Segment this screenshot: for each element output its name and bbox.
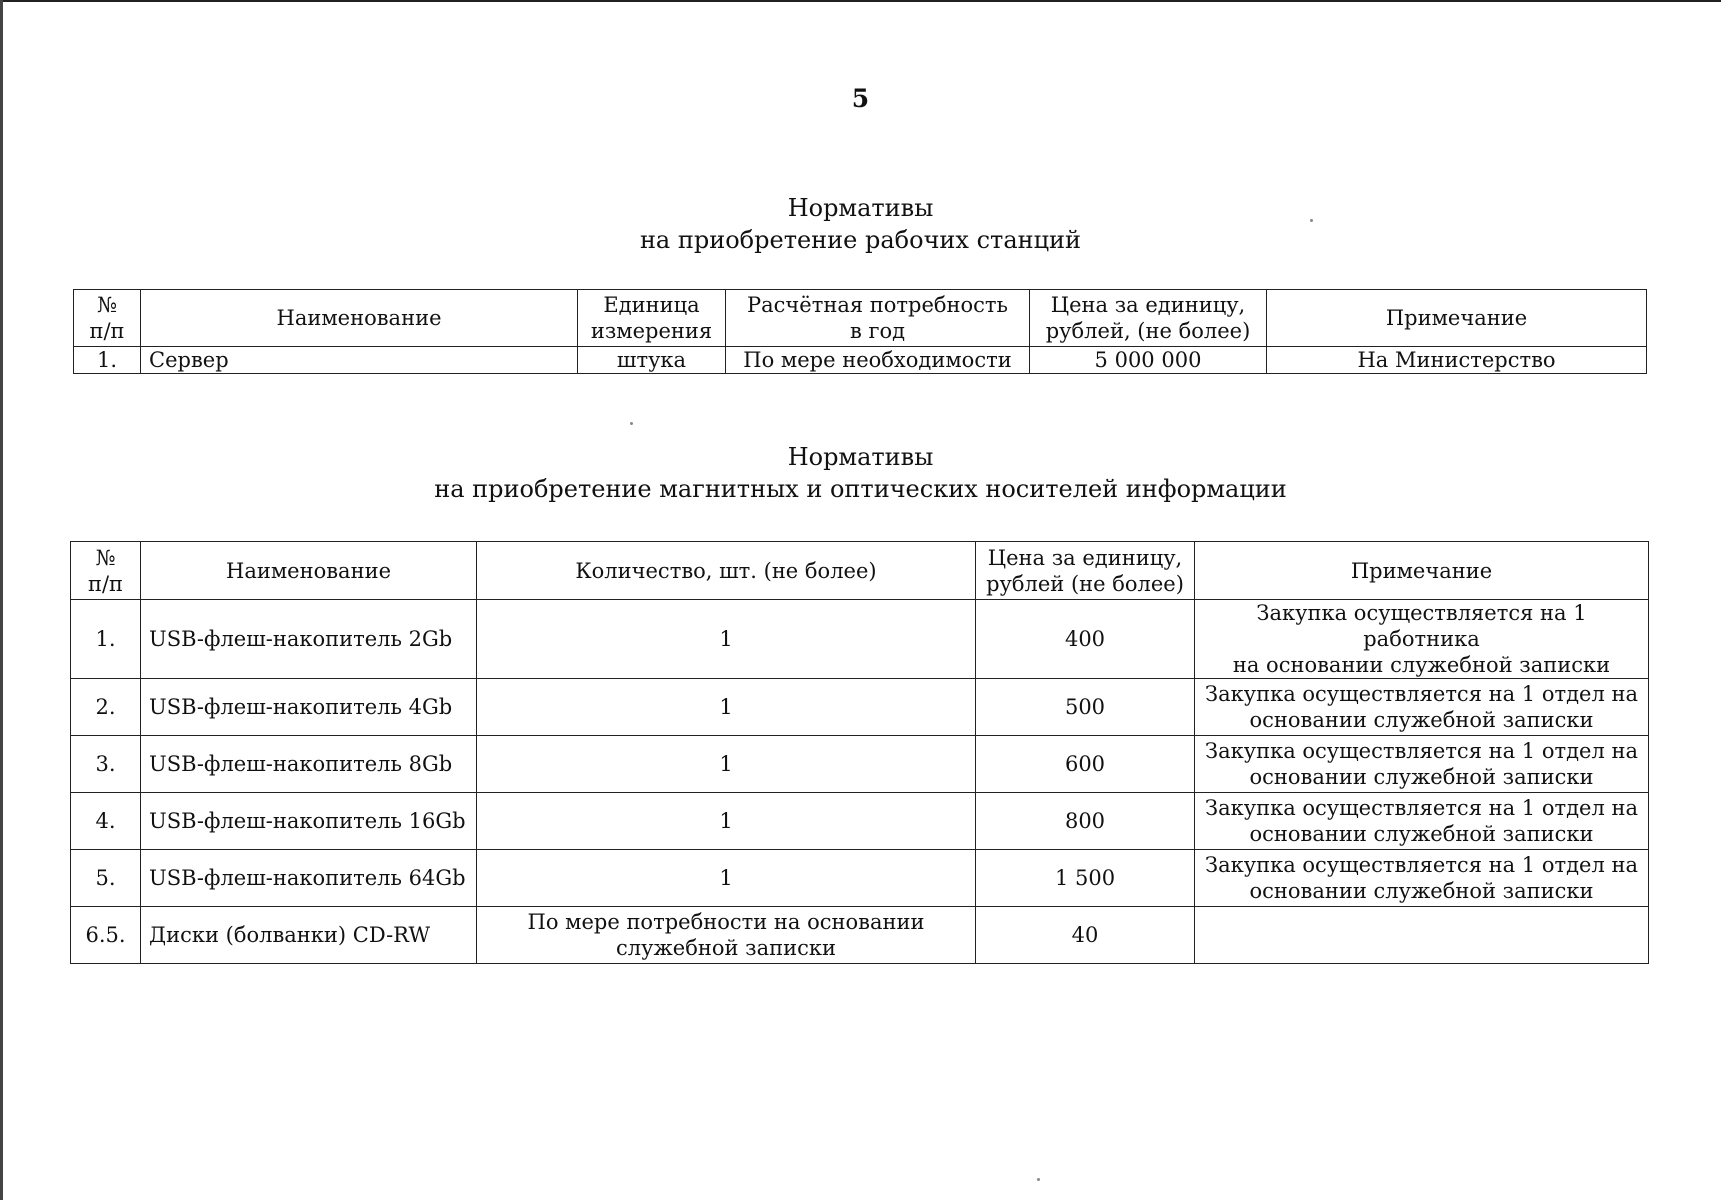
section1-title-line2: на приобретение рабочих станций — [639, 226, 1082, 254]
cell-name: USB-флеш-накопитель 2Gb — [141, 600, 477, 679]
cell-note — [1195, 907, 1649, 964]
cell-qty: 1 — [477, 736, 976, 793]
storage-media-table — [70, 541, 1649, 964]
cell-num: 2. — [71, 679, 141, 736]
header-qty: Количество, шт. (не более) — [477, 542, 976, 600]
section2-title-line2: на приобретение магнитных и оптических носителей информации — [434, 475, 1287, 503]
scan-speck — [1037, 1178, 1040, 1181]
header-price: Цена за единицу, рублей, (не более) — [1030, 290, 1267, 347]
header-num: № п/п — [71, 542, 141, 600]
table-row — [71, 793, 1649, 850]
table-row — [71, 907, 1649, 964]
cell-name: USB-флеш-накопитель 4Gb — [141, 679, 477, 736]
table-header-row — [71, 542, 1649, 600]
header-name: Наименование — [141, 290, 578, 347]
page-number: 5 — [851, 84, 870, 113]
cell-note: Закупка осуществляется на 1 отдел на основании служебной записки — [1195, 679, 1649, 736]
cell-price: 40 — [976, 907, 1195, 964]
header-num: № п/п — [74, 290, 141, 347]
table-header-row — [74, 290, 1647, 347]
table-row — [71, 850, 1649, 907]
cell-num: 6.5. — [71, 907, 141, 964]
section1-heading — [0, 192, 1721, 256]
cell-qty: По мере потребности на основании служебной записки — [477, 907, 976, 964]
cell-qty: 1 — [477, 679, 976, 736]
cell-name: Диски (болванки) CD-RW — [141, 907, 477, 964]
cell-qty: 1 — [477, 850, 976, 907]
header-price: Цена за единицу, рублей (не более) — [976, 542, 1195, 600]
header-note: Примечание — [1267, 290, 1647, 347]
cell-need: По мере необходимости — [726, 347, 1030, 374]
header-note: Примечание — [1195, 542, 1649, 600]
cell-note: Закупка осуществляется на 1 работника на основании служебной записки — [1195, 600, 1649, 679]
table-row — [74, 347, 1647, 374]
header-name: Наименование — [141, 542, 477, 600]
table-row — [71, 600, 1649, 679]
section2-title-line1: Нормативы — [787, 443, 934, 471]
scan-top-border — [0, 0, 1721, 2]
cell-price: 1 500 — [976, 850, 1195, 907]
cell-price: 5 000 000 — [1030, 347, 1267, 374]
cell-num: 4. — [71, 793, 141, 850]
cell-note: Закупка осуществляется на 1 отдел на основании служебной записки — [1195, 793, 1649, 850]
section2-heading — [0, 441, 1721, 505]
cell-price: 400 — [976, 600, 1195, 679]
cell-name: Сервер — [141, 347, 578, 374]
workstations-table — [73, 289, 1647, 374]
header-need: Расчётная потребность в год — [726, 290, 1030, 347]
cell-qty: 1 — [477, 600, 976, 679]
cell-note: На Министерство — [1267, 347, 1647, 374]
cell-unit: штука — [578, 347, 726, 374]
scan-left-border — [0, 0, 3, 1200]
cell-num: 3. — [71, 736, 141, 793]
cell-name: USB-флеш-накопитель 64Gb — [141, 850, 477, 907]
table-row — [71, 679, 1649, 736]
cell-num: 1. — [71, 600, 141, 679]
cell-price: 800 — [976, 793, 1195, 850]
header-unit: Единица измерения — [578, 290, 726, 347]
cell-qty: 1 — [477, 793, 976, 850]
scan-speck — [1310, 219, 1313, 222]
cell-name: USB-флеш-накопитель 16Gb — [141, 793, 477, 850]
cell-price: 600 — [976, 736, 1195, 793]
cell-note: Закупка осуществляется на 1 отдел на основании служебной записки — [1195, 736, 1649, 793]
section1-title-line1: Нормативы — [787, 194, 934, 222]
cell-num: 1. — [74, 347, 141, 374]
scan-speck — [630, 422, 633, 425]
table-row — [71, 736, 1649, 793]
cell-name: USB-флеш-накопитель 8Gb — [141, 736, 477, 793]
cell-num: 5. — [71, 850, 141, 907]
cell-note: Закупка осуществляется на 1 отдел на основании служебной записки — [1195, 850, 1649, 907]
cell-price: 500 — [976, 679, 1195, 736]
